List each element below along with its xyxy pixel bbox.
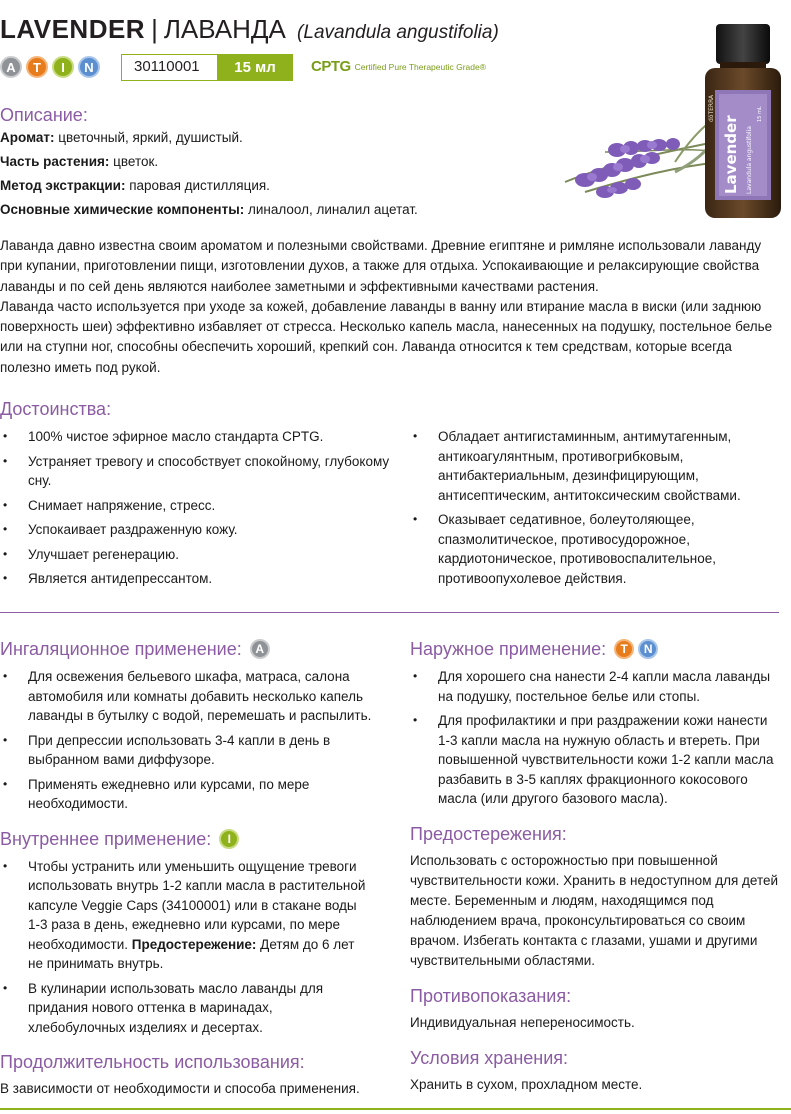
title-ru: ЛАВАНДА [163,14,286,44]
extraction-row: Метод экстракции: паровая дистилляция. [0,178,270,193]
aromatic-badge-icon: A [250,639,270,659]
plant-part-row: Часть растения: цветок. [0,154,159,169]
list-item: • Применять ежедневно или курсами, по мере необходимости. [0,775,372,814]
neat-badge-icon: N [638,639,658,659]
bottom-rule [0,1108,791,1110]
sku-volume: 15 мл [217,54,293,81]
sku-code: 30110001 [121,54,217,81]
lavender-bottle-image [555,12,791,220]
storage-section [410,1047,782,1095]
list-item: • Устраняет тревогу и способствует спокойному, глубокому сну. [0,452,408,491]
contraindications-section [410,985,782,1033]
product-title [0,14,499,48]
internal-badge-icon: I [219,829,239,849]
sku-box [121,54,293,81]
advantages-section [0,398,790,594]
cptg-logo: CPTG [311,58,351,75]
description-section [0,104,545,222]
cptg-mark [311,58,486,75]
warnings-text: Использовать с осторожностью при повышенной чувствительности кожи. Хранить в недоступном для детей месте. Беременным и людям, находящимся под наблюдением врача, проконсультироваться со своим врачом. Избегать контакта с глазами, ушами и другими чувствительными областями. [410,852,779,968]
internal-badge-icon: I [52,56,74,78]
intro-text [0,236,782,378]
neat-badge-icon: N [78,56,100,78]
title-en: LAVENDER [0,14,146,44]
list-item: • При депрессии использовать 3-4 капли в день в выбранном вами диффузоре. [0,731,372,770]
external-section [410,638,782,809]
list-item: • Снимает напряжение, стресс. [0,496,408,516]
storage-text: Хранить в сухом, прохладном месте. [410,1076,643,1092]
warnings-heading: Предостережения: [410,823,567,844]
components-row: Основные химические компоненты: линалоол, линалил ацетат. [0,202,418,217]
section-divider [0,612,779,613]
list-item: • Для освежения бельевого шкафа, матраса, салона автомобиля или комнаты добавить несколько капель лаванды в бутылку с водой, перемешать и распылить. [0,667,372,726]
inhalation-heading: Ингаляционное применение: [0,639,242,659]
bottle-label-brand: dōTERRA [708,94,715,122]
list-item: • Улучшает регенерацию. [0,545,408,565]
warnings-section [410,823,782,971]
duration-heading: Продолжительность использования: [0,1052,305,1072]
usage-badges [0,56,104,78]
lower-right-column [410,638,782,1109]
duration-section [0,1051,372,1099]
storage-heading: Условия хранения: [410,1047,569,1068]
list-item: • 100% чистое эфирное масло стандарта CPTG. [0,427,408,447]
bottle-label-latin: Lavandula angustifolia [746,126,753,194]
internal-section [0,828,372,1038]
list-item: • В кулинарии использовать масло лаванды для придания нового оттенка в маринадах, хлебобулочных изделиях и десертах. [0,979,372,1038]
advantages-heading: Достоинства: [0,399,112,419]
intro-paragraph-2: Лаванда часто используется при уходе за кожей, добавление лаванды в ванну или втирание масла в виски (или заднюю поверхность шеи) эффективно избавляет от стресса. Несколько капель масла, нанесенных на подушку, постельное белье или на ступни ног, способны обеспечить хороший, крепкий сон. Лаванда относится к тем средствам, которые всегда полезно иметь под рукой. [0,298,773,375]
internal-heading: Внутреннее применение: [0,828,212,849]
topical-badge-icon: T [614,639,634,659]
inhalation-section [0,638,372,814]
topical-badge-icon: T [26,56,48,78]
aroma-row: Аромат: цветочный, яркий, душистый. [0,130,243,145]
product-header [0,14,499,48]
contraindications-text: Индивидуальная непереносимость. [410,1014,635,1030]
title-separator: | [151,14,158,44]
external-heading: Наружное применение: [410,639,607,659]
duration-text: В зависимости от необходимости и способа применения. [0,1081,360,1096]
list-item: • Чтобы устранить или уменьшить ощущение тревоги использовать внутрь 1-2 капли масла в растительной капсуле Veggie Caps (34100001) или в стакане воды 1-3 раза в день, ежедневно или курсами, по мере необходимости. Предостережение: Детям до 6 лет не принимать внутрь. [0,857,372,974]
description-heading: Описание: [0,105,88,125]
advantages-list-right [410,427,782,594]
list-item: • Является антидепрессантом. [0,569,408,589]
advantages-list-left [0,427,408,594]
contraindications-heading: Противопоказания: [410,985,572,1006]
cptg-text: Certified Pure Therapeutic Grade® [354,61,486,72]
list-item: • Оказывает седативное, болеутоляющее, спазмолитическое, противосудорожное, кардиотоническое, противовоспалительное, противоопухолевое действия. [410,510,782,588]
list-item: • Для хорошего сна нанести 2-4 капли масла лаванды на подушку, постельное белье или стопы. [410,667,782,706]
aromatic-badge-icon: A [0,56,22,78]
list-item: • Для профилактики и при раздражении кожи нанести 1-3 капли масла на нужную область и втереть. При повышенной чувствительности кожи 1-2 капли масла разбавить в 3-5 каплях фракционного кокосового масла (или другого базового масла). [410,711,782,809]
title-latin: (Lavandula angustifolia) [297,22,499,43]
bottle-label-name: Lavender [722,115,740,194]
bottle-label-volume: 15 mL [757,106,763,122]
lower-left-column [0,638,372,1113]
list-item: • Успокаивает раздраженную кожу. [0,520,408,540]
intro-paragraph-1: Лаванда давно известна своим ароматом и полезными свойствами. Древние египтяне и римляне использовали лаванду при купании, приготовлении пищи, изготовлении духов, а также для отдыха. Успокаивающие и релаксирующие свойства лаванды и по сей день являются наиболее заметными и эффективными качествами растения. [0,238,762,294]
list-item: • Обладает антигистаминным, антимутагенным, антикоагулянтным, противогрибковым, антибактериальным, дезинфицирующим, антисептическим, антитоксическим свойствами. [410,427,782,505]
